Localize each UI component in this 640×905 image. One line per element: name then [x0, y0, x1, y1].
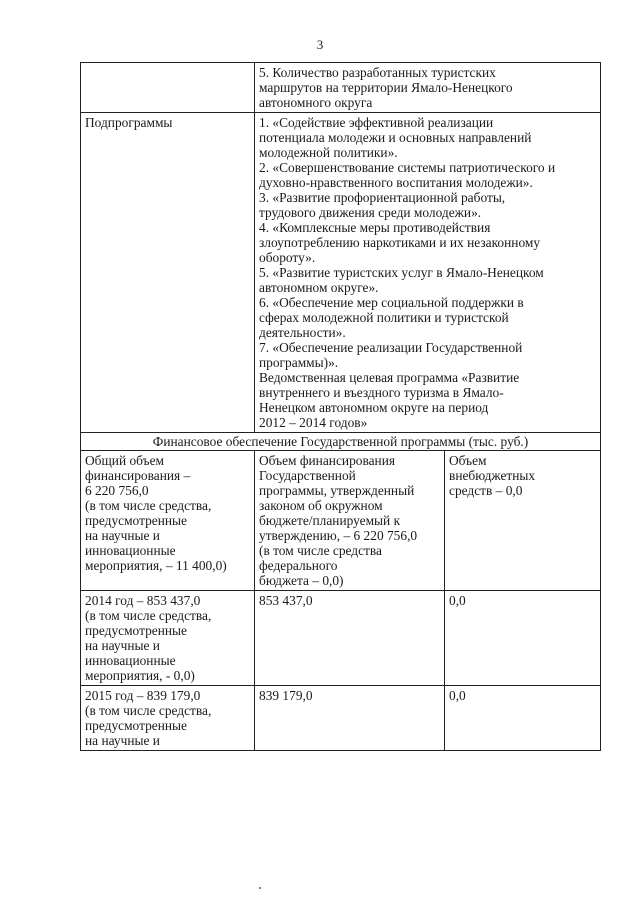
table-row [81, 591, 601, 686]
year-2014-budget-text: 853 437,0 [259, 593, 313, 608]
year-2015-extra-text: 0,0 [449, 688, 466, 703]
subprogram-item-1: 1. «Содействие эффективной реализации потенциала молодежи и основных направлений молодежной политики». [259, 115, 532, 160]
financing-heading-cell [81, 433, 601, 451]
year-2015-budget-cell [255, 686, 445, 751]
year-2014-budget-cell [255, 591, 445, 686]
subprogram-item-5: 5. «Развитие туристских услуг в Ямало-Ненецком автономном округе». [259, 265, 544, 295]
financing-heading: Финансовое обеспечение Государственной программы (тыс. руб.) [152, 434, 529, 449]
subprogram-item-6: 6. «Обеспечение мер социальной поддержки в сферах молодежной политики и туристской деятельности». [259, 295, 524, 340]
subprogram-item-2: 2. «Совершенствование системы патриотического и духовно-нравственного воспитания молодежи». [259, 160, 556, 190]
financing-extrabudget-cell [445, 451, 601, 591]
financing-extrabudget-text: Объем внебюджетных средств – 0,0 [449, 453, 536, 498]
scan-speck [259, 887, 261, 889]
table-row [81, 686, 601, 751]
financing-budget-cell [255, 451, 445, 591]
subprogram-item-4: 4. «Комплексные меры противодействия злоупотреблению наркотиками и их незаконному обороту». [259, 220, 541, 265]
year-2015-total-cell [81, 686, 255, 751]
year-2015-budget-text: 839 179,0 [259, 688, 313, 703]
subprogram-item-3: 3. «Развитие профориентационной работы, трудового движения среди молодежи». [259, 190, 506, 220]
table-row [81, 113, 601, 433]
year-2015-total-text: 2015 год – 839 179,0 (в том числе средства, предусмотренные на научные и [85, 688, 212, 748]
table-row [81, 433, 601, 451]
label-cell-empty [81, 63, 255, 113]
financing-total-text: Общий объем финансирования – 6 220 756,0 (в том числе средства, предусмотренные на научные и инновационные мероприятия, – 11 400,0) [85, 453, 227, 573]
indicator-item-5-text: 5. Количество разработанных туристских маршрутов на территории Ямало-Ненецкого автономного округа [259, 65, 513, 110]
subprograms-label-cell [81, 113, 255, 433]
financing-budget-text: Объем финансирования Государственной программы, утвержденный законом об окружном бюджете/планируемый к утверждению, – 6 220 756,0 (в том числе средства федерального бюджета – 0,0) [259, 453, 418, 588]
year-2014-extra-cell [445, 591, 601, 686]
passport-grid [80, 62, 601, 751]
financing-total-cell [81, 451, 255, 591]
table-row [81, 451, 601, 591]
year-2015-extra-cell [445, 686, 601, 751]
page-number: 3 [316, 37, 324, 52]
subprograms-label: Подпрограммы [85, 115, 173, 130]
subprogram-item-7: 7. «Обеспечение реализации Государственной программы)». [259, 340, 523, 370]
table-row [81, 63, 601, 113]
year-2014-total-text: 2014 год – 853 437,0 (в том числе средства, предусмотренные на научные и инновационные мероприятия, - 0,0) [85, 593, 212, 683]
passport-table [80, 62, 600, 751]
subprograms-list-cell [255, 113, 601, 433]
year-2014-extra-text: 0,0 [449, 593, 466, 608]
departmental-program: Ведомственная целевая программа «Развитие внутреннего и въездного туризма в Ямало- Ненецком автономном округе на период 2012 – 2014 годов» [259, 370, 520, 430]
year-2014-total-cell [81, 591, 255, 686]
indicator-item-5 [255, 63, 601, 113]
